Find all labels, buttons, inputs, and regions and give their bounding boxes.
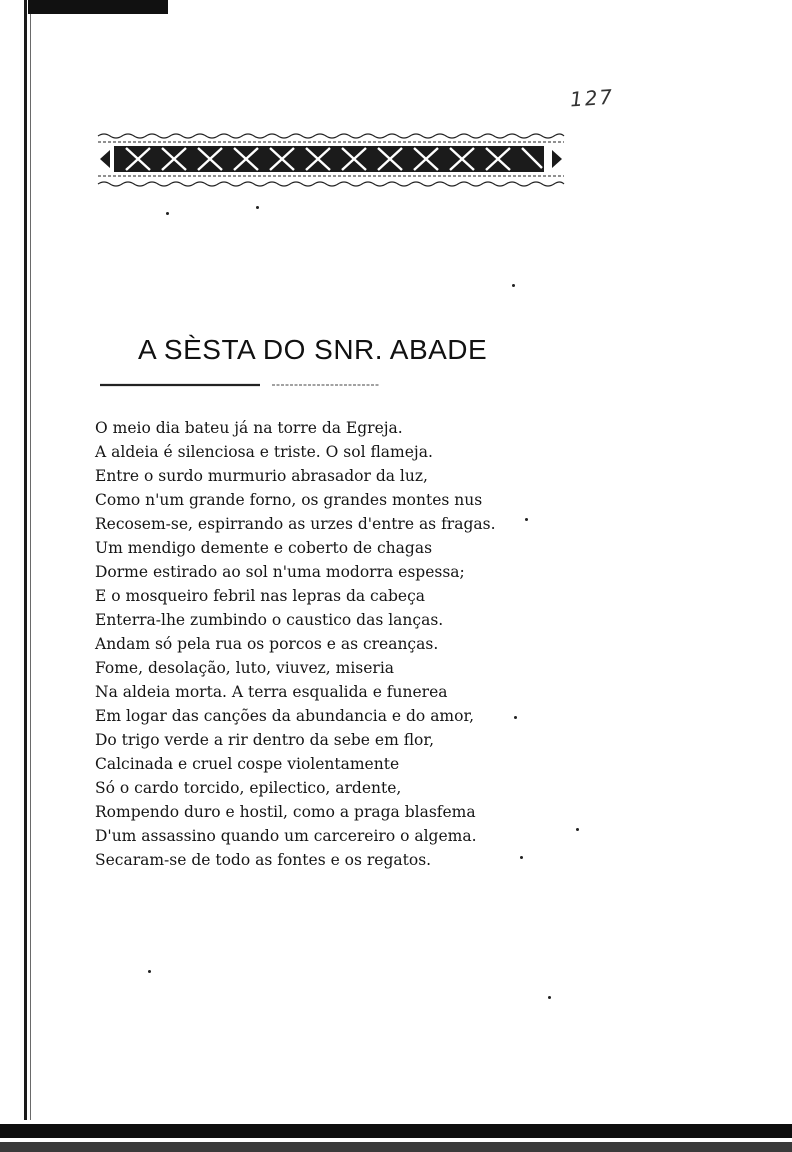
page-edge-line [30, 0, 31, 1120]
poem-line: Recosem-se, espirrando as urzes d'entre as fragas. [95, 515, 496, 533]
decorative-header-band [96, 130, 566, 190]
poem-line: Só o cardo torcido, epilectico, ardente, [95, 779, 402, 797]
poem-title: A SÈSTA DO SNR. ABADE [138, 334, 488, 365]
scan-speck [256, 206, 259, 209]
poem-line: Andam só pela rua os porcos e as creanças. [95, 635, 439, 653]
title-rule [100, 382, 390, 388]
scan-speck [148, 970, 151, 973]
poem-line: Rompendo duro e hostil, como a praga blasfema [95, 803, 476, 821]
poem-line: Do trigo verde a rir dentro da sebe em flor, [95, 731, 435, 749]
poem-line: Fome, desolação, luto, viuvez, miseria [95, 659, 395, 677]
poem-line: Enterra-lhe zumbindo o caustico das lanças. [95, 611, 444, 629]
scan-speck [514, 716, 517, 719]
poem-line: A aldeia é silenciosa e triste. O sol flameja. [95, 443, 433, 461]
poem-line: Na aldeia morta. A terra esqualida e funerea [95, 683, 448, 701]
poem-line: Calcinada e cruel cospe violentamente [95, 755, 400, 773]
poem-line: O meio dia bateu já na torre da Egreja. [95, 419, 403, 437]
poem-line: Um mendigo demente e coberto de chagas [95, 539, 433, 557]
poem-line: Dorme estirado ao sol n'uma modorra espessa; [95, 563, 465, 581]
scan-speck [548, 996, 551, 999]
poem-line: Entre o surdo murmurio abrasador da luz, [95, 467, 428, 485]
page-edge-shadow [24, 0, 27, 1120]
scan-speck [525, 518, 528, 521]
page-bottom-shadow [0, 1124, 792, 1138]
poem-line: Em logar das canções da abundancia e do amor, [95, 707, 475, 725]
scan-speck [512, 284, 515, 287]
poem-line: D'um assassino quando um carcereiro o algema. [95, 827, 477, 845]
scan-speck [520, 856, 523, 859]
scan-corner-shadow [28, 0, 168, 14]
poem-line: Secaram-se de todo as fontes e os regatos. [95, 851, 432, 869]
poem-line: Como n'um grande forno, os grandes montes nus [95, 491, 483, 509]
page-bottom-edge [0, 1142, 792, 1152]
poem-body [95, 416, 545, 872]
scan-speck [576, 828, 579, 831]
page-number: 127 [569, 84, 615, 112]
poem-line: E o mosqueiro febril nas lepras da cabeça [95, 587, 425, 605]
scan-speck [166, 212, 169, 215]
